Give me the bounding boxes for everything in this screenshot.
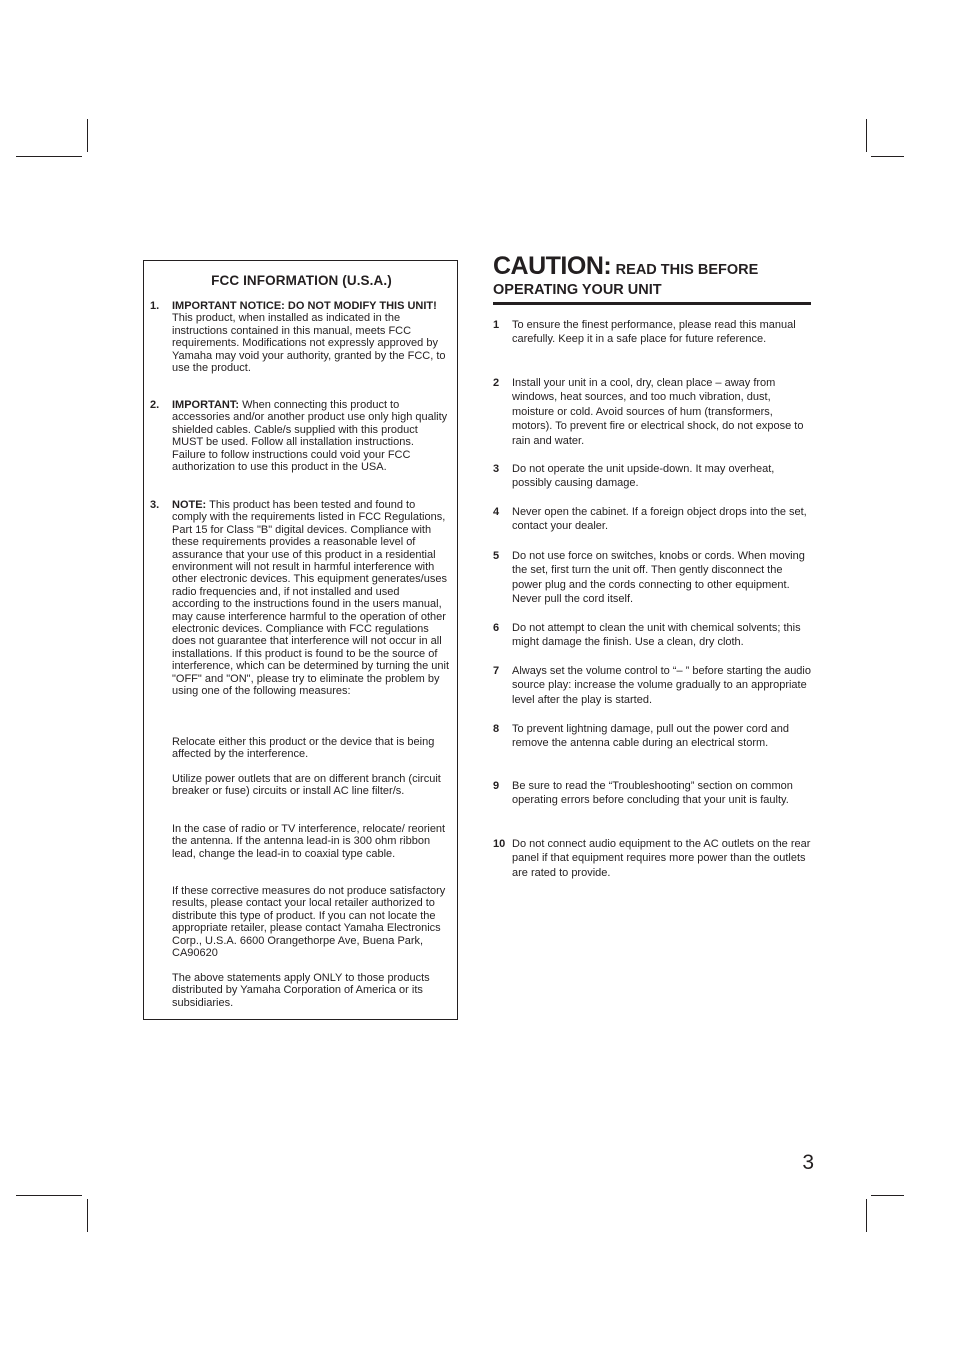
fcc-item-2 xyxy=(150,399,450,473)
fcc-information-box xyxy=(143,260,458,1020)
fcc-measure: If these corrective measures do not produce satisfactory results, please contact your local retailer authorized to distribute this type of product. If you can not locate the appropriate retailer, please contact Yamaha Electronics Corp., U.S.A. 6600 Orangethorpe Ave, Buena Park, CA90620 xyxy=(172,885,446,960)
fcc-item-text: When connecting this product to accessories and/or another product use only high quality shielded cables. Cable/s supplied with this product MUST be used. Follow all installation instructions. Failure to follow instructions could void your FCC authorization to use this product in the USA. xyxy=(172,399,448,474)
fcc-measure: The above statements apply ONLY to those products distributed by Yamaha Corporation of America or its subsidiaries. xyxy=(172,972,430,1009)
caution-item-number: 1 xyxy=(493,319,500,331)
fcc-item-number: 1. xyxy=(150,300,160,312)
caution-item-number: 8 xyxy=(493,723,500,735)
caution-item-8 xyxy=(493,722,811,751)
caution-item-number: 7 xyxy=(493,665,500,677)
fcc-item-number: 3. xyxy=(150,499,160,511)
caution-item-number: 10 xyxy=(493,838,506,850)
fcc-measure: In the case of radio or TV interference, relocate/ reorient the antenna. If the antenna lead-in is 300 ohm ribbon lead, change the lead-in to coaxial type cable. xyxy=(172,823,446,860)
fcc-item-1 xyxy=(150,300,450,374)
caution-item-6 xyxy=(493,621,811,650)
crop-mark xyxy=(87,1199,88,1232)
caution-item-7 xyxy=(493,664,811,707)
crop-mark xyxy=(866,119,867,152)
fcc-title: FCC INFORMATION (U.S.A.) xyxy=(211,273,392,288)
fcc-item-heading: IMPORTANT NOTICE: DO NOT MODIFY THIS UNIT! xyxy=(172,300,437,312)
fcc-item-3 xyxy=(150,499,450,698)
crop-mark xyxy=(871,1195,904,1196)
caution-item-text: Always set the volume control to “– ” before starting the audio source play: increase the volume gradually to an appropriate level after the play is started. xyxy=(512,665,811,706)
crop-mark xyxy=(871,156,904,157)
fcc-item-text: This product, when installed as indicated in the instructions contained in this manual, meets FCC requirements. Modifications not expressly approved by Yamaha may void your authority, granted by the FCC, to use the product. xyxy=(172,312,446,375)
caution-item-5 xyxy=(493,549,811,607)
caution-title xyxy=(493,252,813,300)
caution-item-text: Do not use force on switches, knobs or cords. When moving the set, first turn the unit off. Then gently disconnect the power plug and the cords connecting to other equipment. Never pull the cord itself. xyxy=(512,550,805,606)
caution-item-number: 9 xyxy=(493,780,500,792)
fcc-item-number: 2. xyxy=(150,399,160,411)
crop-mark xyxy=(87,119,88,152)
caution-title-small: READ THIS BEFORE OPERATING YOUR UNIT xyxy=(493,262,759,298)
fcc-item-lead: IMPORTANT: xyxy=(172,399,240,411)
caution-item-text: Do not connect audio equipment to the AC outlets on the rear panel if that equipment requires more power than the outlets are rated to provide. xyxy=(512,838,811,879)
fcc-measure: Utilize power outlets that are on different branch (circuit breaker or fuse) circuits or install AC line filter/s. xyxy=(172,773,441,798)
caution-item-3 xyxy=(493,462,811,491)
caution-item-number: 6 xyxy=(493,622,500,634)
fcc-item-lead: NOTE: xyxy=(172,499,207,511)
caution-item-4 xyxy=(493,505,811,534)
caution-divider xyxy=(493,302,811,305)
caution-item-2 xyxy=(493,376,811,448)
page-number: 3 xyxy=(802,1151,814,1174)
caution-item-text: Do not attempt to clean the unit with chemical solvents; this might damage the finish. Use a clean, dry cloth. xyxy=(512,622,801,649)
fcc-item-text: This product has been tested and found to comply with the requirements listed in FCC Regulations, Part 15 for Class "B" digital devices. Compliance with these requirements provides a reasonable level of assurance that your use of this product in a residential environment will not result in harmful interference with other electronic devices. This equipment generates/uses radio frequencies and, if not installed and used according to the instructions found in the users manual, may cause interference harmful to the operation of other electronic devices. Compliance with FCC regulations does not guarantee that interference will not occur in all installations. If this product is found to be the source of interference, which can be determined by turning the unit "OFF" and "ON", please try to eliminate the problem by using one of the following measures: xyxy=(172,499,449,698)
fcc-measure: Relocate either this product or the device that is being affected by the interference. xyxy=(172,736,435,761)
caution-item-10 xyxy=(493,837,811,880)
crop-mark xyxy=(16,1195,82,1196)
caution-item-text: Install your unit in a cool, dry, clean place – away from windows, heat sources, and too much vibration, dust, moisture or cold. Avoid sources of hum (transformers, motors). To prevent fire or electrical shock, do not expose to rain and water. xyxy=(512,377,804,447)
caution-item-text: Be sure to read the “Troubleshooting” section on common operating errors before concluding that your unit is faulty. xyxy=(512,780,793,807)
caution-item-text: To prevent lightning damage, pull out the power cord and remove the antenna cable during an electrical storm. xyxy=(512,723,790,750)
caution-item-text: To ensure the finest performance, please read this manual carefully. Keep it in a safe place for future reference. xyxy=(512,319,796,346)
caution-item-number: 4 xyxy=(493,506,500,518)
caution-title-large: CAUTION: xyxy=(493,252,612,280)
caution-item-number: 5 xyxy=(493,550,500,562)
crop-mark xyxy=(866,1199,867,1232)
crop-mark xyxy=(16,156,82,157)
caution-item-9 xyxy=(493,779,811,808)
caution-item-text: Never open the cabinet. If a foreign object drops into the set, contact your dealer. xyxy=(512,506,807,533)
caution-item-1 xyxy=(493,318,811,347)
caution-item-text: Do not operate the unit upside-down. It may overheat, possibly causing damage. xyxy=(512,463,775,490)
caution-item-number: 3 xyxy=(493,463,500,475)
caution-item-number: 2 xyxy=(493,377,500,389)
